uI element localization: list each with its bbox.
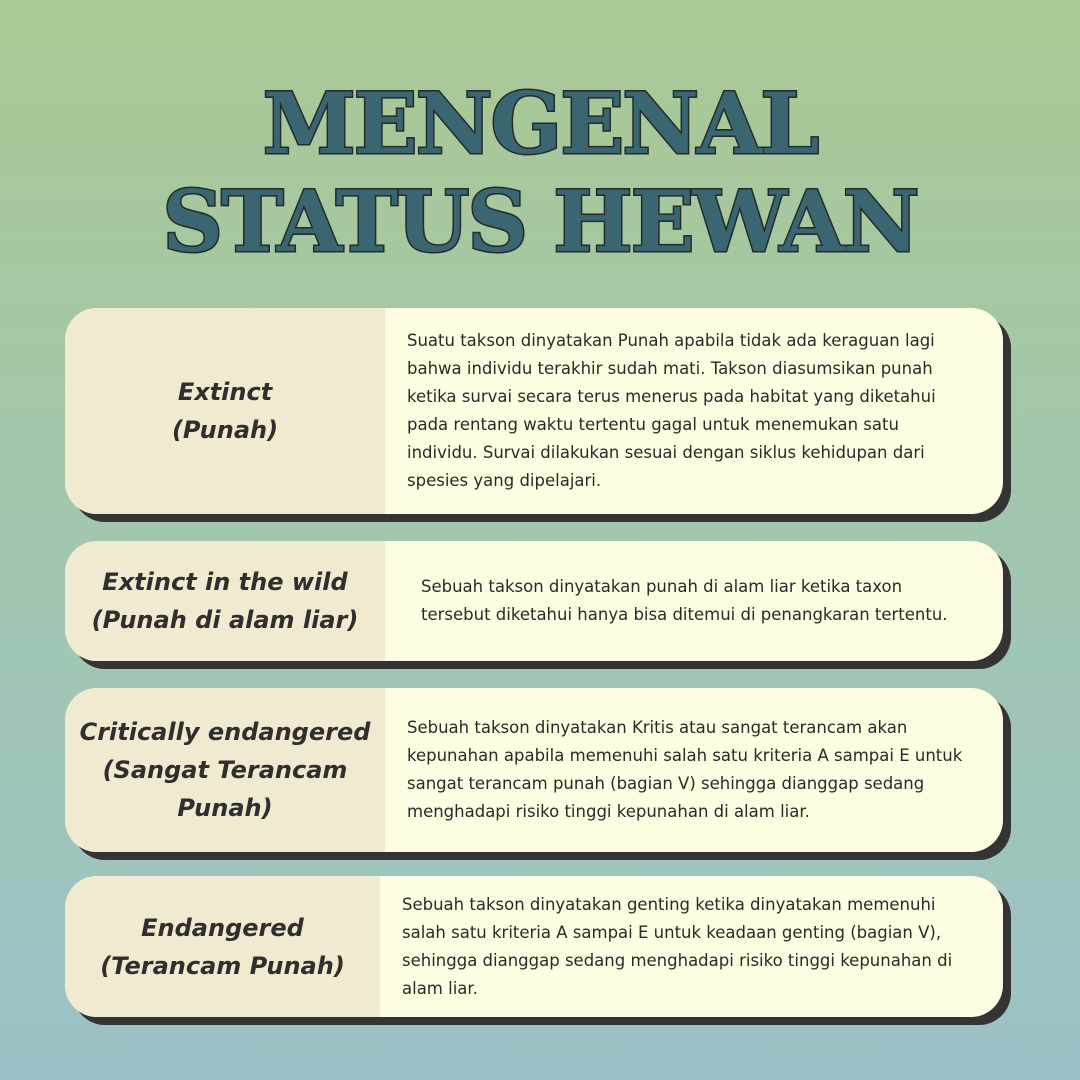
status-term-indonesian: (Punah) xyxy=(171,416,279,444)
status-description: Sebuah takson dinyatakan punah di alam liar ketika taxon tersebut diketahui hanya bisa ditemui di penangkaran tertentu. xyxy=(421,577,948,624)
status-term-indonesian: (Terancam Punah) xyxy=(100,951,345,980)
status-term-english: Critically endangered xyxy=(79,718,371,746)
status-term-indonesian: (Punah di alam liar) xyxy=(91,606,359,634)
status-term xyxy=(172,373,278,449)
status-term-english: Endangered xyxy=(141,913,304,942)
status-description: Sebuah takson dinyatakan Kritis atau sangat terancam akan kepunahan apabila memenuhi salah satu kriteria A sampai E untuk sangat terancam punah (bagian V) sehingga dianggap sedang menghadapi risiko tinggi kepunahan di alam liar. xyxy=(407,718,963,821)
status-description-panel xyxy=(385,308,1003,514)
status-term-panel xyxy=(65,876,380,1017)
page-title-line-2: STATUS HEWAN xyxy=(162,172,918,271)
status-term-panel xyxy=(65,688,385,852)
status-description: Sebuah takson dinyatakan genting ketika dinyatakan memenuhi salah satu kriteria A sampai E untuk keadaan genting (bagian V), sehingga dianggap sedang menghadapi risiko tinggi kepunahan di alam liar. xyxy=(402,894,953,998)
status-description-panel xyxy=(380,876,1003,1017)
status-description-panel xyxy=(385,541,1003,661)
status-term-panel xyxy=(65,308,385,514)
status-term xyxy=(80,713,371,827)
status-term-indonesian-cont: Punah) xyxy=(177,794,273,822)
status-term-english: Extinct xyxy=(177,378,273,406)
status-description: Suatu takson dinyatakan Punah apabila tidak ada keraguan lagi bahwa individu terakhir sudah mati. Takson diasumsikan punah ketika survai secara terus menerus pada habitat yang diketahui pada rentang waktu tertentu gagal untuk menemukan satu individu. Survai dilakukan sesuai dengan siklus kehidupan dari spesies yang dipelajari. xyxy=(407,331,936,490)
status-term xyxy=(100,909,345,985)
status-description-panel xyxy=(385,688,1003,852)
status-term-english: Extinct in the wild xyxy=(102,568,348,596)
status-card-extinct-in-the-wild xyxy=(65,541,1003,661)
status-term-indonesian: (Sangat Terancam xyxy=(102,756,348,784)
status-card-critically-endangered xyxy=(65,688,1003,852)
status-card-extinct xyxy=(65,308,1003,514)
status-term xyxy=(92,563,359,639)
page-title-line-1: MENGENAL xyxy=(262,74,818,173)
status-term-panel xyxy=(65,541,385,661)
status-card-endangered xyxy=(65,876,1003,1017)
